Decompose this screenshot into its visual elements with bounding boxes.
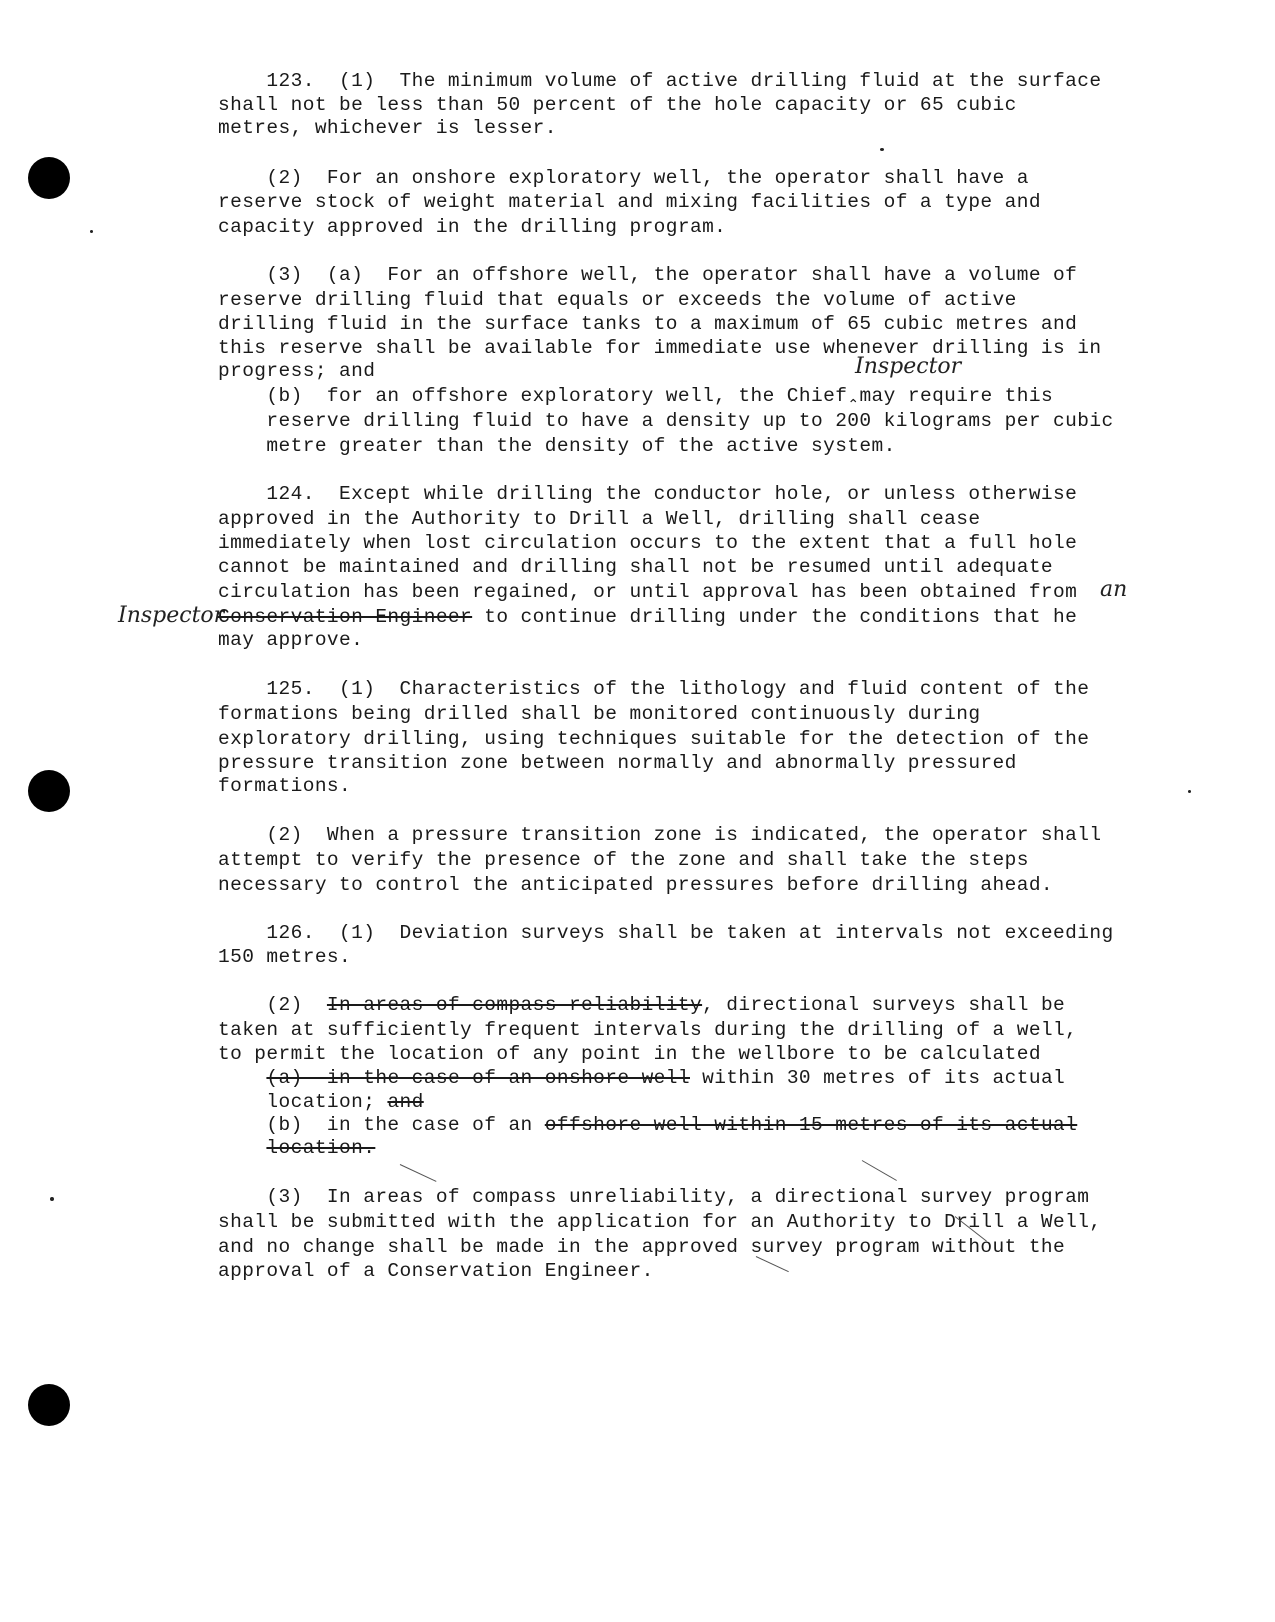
text-segment: location; [218,1091,388,1113]
text-line: formations being drilled shall be monitored continuously during [218,703,981,725]
text-line: exploratory drilling, using techniques suitable for the detection of the [218,728,1090,750]
text-line: 123. (1) The minimum volume of active drilling fluid at the surface [218,70,1102,92]
text-line-struck [218,1136,375,1160]
text-line: may approve. [218,629,364,651]
text-line: 150 metres. [218,946,352,968]
text-line: attempt to verify the presence of the zone and shall take the steps [218,849,1029,871]
struck-text: Conservation Engineer [218,606,473,628]
text-segment: to continue drilling under the conditions that he [472,606,1078,628]
struck-text: (a) in the case of an onshore well [266,1067,690,1089]
text-line: formations. [218,775,352,797]
text-line: (3) In areas of compass unreliability, a directional survey program [218,1186,1090,1208]
text-line: 125. (1) Characteristics of the lithology and fluid content of the [218,678,1090,700]
text-segment: (b) in the case of an [218,1114,545,1136]
text-line: cannot be maintained and drilling shall not be resumed until adequate [218,556,1054,578]
text-line: taken at sufficiently frequent intervals during the drilling of a well, [218,1019,1078,1041]
struck-text: location. [266,1137,376,1159]
text-segment: (2) [218,994,327,1016]
text-line: (2) For an onshore exploratory well, the operator shall have a [218,167,1029,189]
text-line-struck [218,605,1077,629]
text-line: progress; and [218,360,376,382]
caret-mark-icon: ⌃ [847,397,860,413]
text-line: and no change shall be made in the approved survey program without the [218,1236,1066,1258]
text-segment: within 30 metres of its actual [690,1067,1066,1089]
struck-text: In areas of compass reliability [326,994,703,1016]
text-line: reserve stock of weight material and mixing facilities of a type and [218,191,1041,213]
pen-stroke [862,1160,897,1181]
punch-hole-top [28,157,70,199]
speck [880,148,884,151]
text-line: shall be submitted with the application for an Authority to Drill a Well, [218,1211,1102,1233]
text-line: 126. (1) Deviation surveys shall be taken at intervals not exceeding [218,922,1114,944]
speck [50,1197,54,1201]
text-line-struck [218,1066,1065,1090]
text-line: necessary to control the anticipated pressures before drilling ahead. [218,874,1054,896]
text-line: reserve drilling fluid that equals or exceeds the volume of active [218,289,1017,311]
text-line: circulation has been regained, or until approval has been obtained from [218,581,1078,603]
text-segment: may require this [859,385,1054,407]
text-line: metres, whichever is lesser. [218,117,557,139]
text-line-struck [218,993,1065,1017]
text-line: (3) (a) For an offshore well, the operator shall have a volume of [218,264,1078,286]
handwritten-inspector-margin: Inspector [118,603,225,628]
punch-hole-middle [28,770,70,812]
handwritten-inspector-chief: Inspector [855,354,962,379]
speck [90,230,93,233]
text-line: (2) When a pressure transition zone is indicated, the operator shall [218,824,1102,846]
text-segment: , directional surveys shall be [702,994,1066,1016]
handwritten-an: an [1100,577,1128,602]
text-line: approved in the Authority to Drill a Well, drilling shall cease [218,508,981,530]
text-line: reserve drilling fluid to have a density up to 200 kilograms per cubic [218,410,1114,432]
text-line: immediately when lost circulation occurs to the extent that a full hole [218,532,1078,554]
speck [1188,790,1191,793]
text-line: approval of a Conservation Engineer. [218,1260,654,1282]
struck-text: and [387,1091,424,1113]
text-line-struck [218,1113,1077,1137]
punch-hole-bottom [28,1384,70,1426]
text-line: capacity approved in the drilling program. [218,216,727,238]
text-line: drilling fluid in the surface tanks to a maximum of 65 cubic metres and [218,313,1078,335]
struck-text: offshore well within 15 metres of its actual [544,1114,1078,1136]
text-line: metre greater than the density of the active system. [218,435,896,457]
pen-stroke [400,1164,437,1182]
text-line: this reserve shall be available for immediate use whenever drilling is in [218,337,1102,359]
text-line: 124. Except while drilling the conductor hole, or unless otherwise [218,483,1078,505]
text-segment: (b) for an offshore exploratory well, the Chief [218,385,848,407]
text-line: shall not be less than 50 percent of the hole capacity or 65 cubic [218,94,1017,116]
text-line: to permit the location of any point in the wellbore to be calculated [218,1043,1041,1065]
text-line-b [218,384,1054,413]
text-line: pressure transition zone between normally and abnormally pressured [218,752,1017,774]
text-line-struck [218,1090,424,1114]
